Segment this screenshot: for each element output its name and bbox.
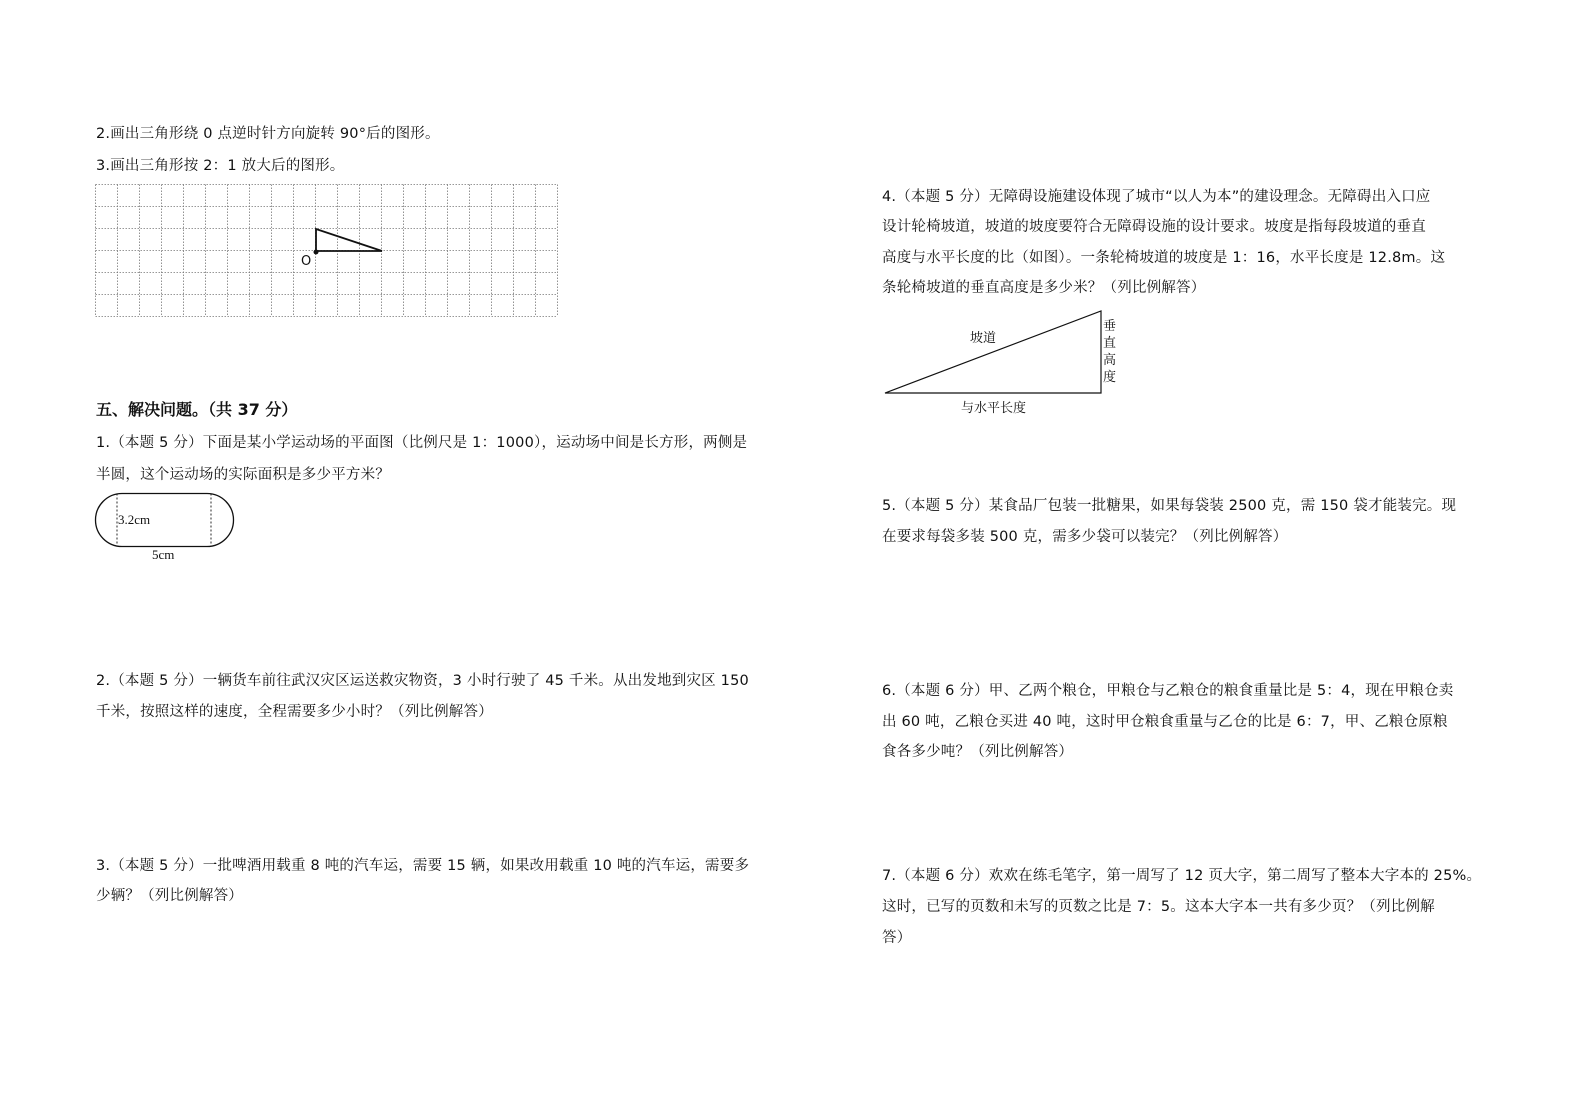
- vertical-label-3: 高: [1103, 353, 1117, 368]
- vertical-label-2: 直: [1103, 336, 1117, 351]
- grid-figure: [95, 184, 561, 320]
- problem-4-line-3: 高度与水平长度的比（如图）。一条轮椅坡道的坡度是 1：16，水平长度是 12.8m。这: [882, 250, 1446, 266]
- problem-4-line-2: 设计轮椅坡道，坡道的坡度要符合无障碍设施的设计要求。坡度是指每段坡道的垂直: [882, 219, 1426, 235]
- problem-6-line-1: 6.（本题 6 分）甲、乙两个粮仓，甲粮仓与乙粮仓的粮食重量比是 5：4，现在甲粮仓卖: [882, 683, 1454, 699]
- origin-label: O: [301, 254, 312, 269]
- problem-2-line-1: 2.（本题 5 分）一辆货车前往武汉灾区运送救灾物资，3 小时行驶了 45 千米。从出发地到灾区 150: [96, 673, 749, 689]
- problem-2-line-2: 千米，按照这样的速度，全程需要多少小时？（列比例解答）: [96, 704, 493, 720]
- problem-6-line-3: 食各多少吨？（列比例解答）: [882, 744, 1074, 760]
- problem-7-line-3: 答）: [882, 930, 912, 946]
- horizontal-label: 与水平长度: [961, 401, 1027, 416]
- problem-5-line-1: 5.（本题 5 分）某食品厂包装一批糖果，如果每袋装 2500 克，需 150 袋才能装完。现: [882, 498, 1457, 514]
- problem-1-line-2: 半圆，这个运动场的实际面积是多少平方米？: [96, 467, 390, 483]
- question-rotate-triangle: 2.画出三角形绕 0 点逆时针方向旋转 90°后的图形。: [96, 126, 440, 142]
- vertical-label-4: 度: [1103, 370, 1117, 385]
- problem-3-line-1: 3.（本题 5 分）一批啤酒用载重 8 吨的汽车运，需要 15 辆，如果改用载重 10 吨的汽车运，需要多: [96, 858, 750, 874]
- ramp-diagram: [883, 308, 1123, 418]
- ramp-label: 坡道: [970, 331, 997, 346]
- question-enlarge-triangle: 3.画出三角形按 2：1 放大后的图形。: [96, 158, 345, 174]
- problem-7-line-1: 7.（本题 6 分）欢欢在练毛笔字，第一周写了 12 页大字，第二周写了整本大字本的 25%。: [882, 868, 1482, 884]
- ramp-triangle: [885, 311, 1101, 393]
- track-width-label: 3.2cm: [118, 512, 151, 527]
- track-diagram: [94, 492, 239, 567]
- problem-4-line-1: 4.（本题 5 分）无障碍设施建设体现了城市“以人为本”的建设理念。无障碍出入口应: [882, 189, 1431, 205]
- track-length-label: 5cm: [152, 547, 175, 562]
- section-title: 五、解决问题。（共 37 分）: [96, 400, 298, 419]
- problem-1-line-1: 1.（本题 5 分）下面是某小学运动场的平面图（比例尺是 1：1000），运动场中间是长方形，两侧是: [96, 435, 748, 451]
- problem-4-line-4: 条轮椅坡道的垂直高度是多少米？（列比例解答）: [882, 280, 1206, 296]
- problem-7-line-2: 这时，已写的页数和未写的页数之比是 7：5。这本大字本一共有多少页？（列比例解: [882, 899, 1435, 915]
- problem-5-line-2: 在要求每袋多装 500 克，需多少袋可以装完？（列比例解答）: [882, 529, 1288, 545]
- origin-point: [314, 250, 319, 255]
- grid-triangle: [316, 229, 382, 251]
- vertical-label-1: 垂: [1103, 319, 1117, 334]
- problem-6-line-2: 出 60 吨，乙粮仓买进 40 吨，这时甲仓粮食重量与乙仓的比是 6：7，甲、乙粮仓原粮: [882, 714, 1448, 730]
- problem-3-line-2: 少辆？（列比例解答）: [96, 888, 243, 904]
